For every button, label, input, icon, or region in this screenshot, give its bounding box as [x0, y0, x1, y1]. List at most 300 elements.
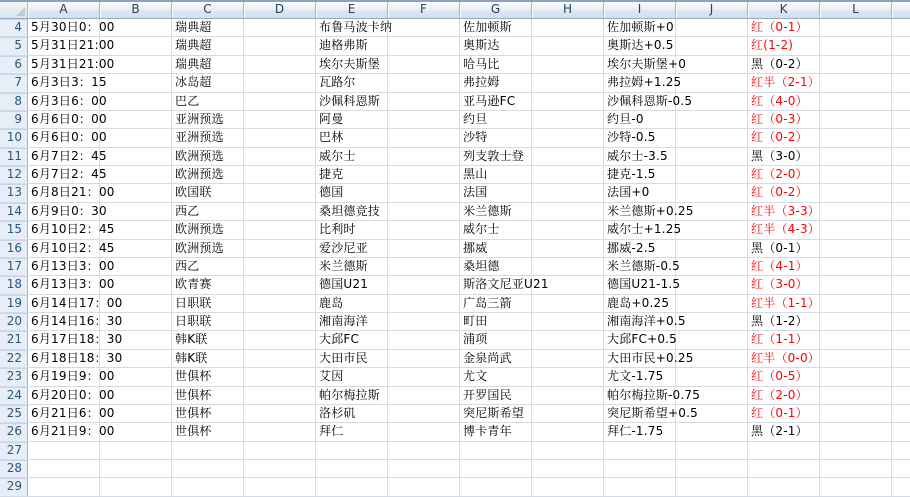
cell-h20[interactable]: [532, 313, 604, 330]
cell-e9[interactable]: [316, 111, 388, 128]
cell-l26[interactable]: [820, 423, 892, 440]
cell-e12[interactable]: [316, 166, 388, 183]
cell-m10-partial[interactable]: [892, 129, 910, 146]
cell-f19[interactable]: [388, 295, 460, 312]
cell-h28[interactable]: [532, 460, 604, 477]
cell-e10[interactable]: [316, 129, 388, 146]
cell-b10[interactable]: [100, 129, 172, 146]
cell-f16[interactable]: [388, 240, 460, 257]
cell-b8[interactable]: [100, 93, 172, 110]
cell-c11[interactable]: [172, 148, 244, 165]
cell-k14[interactable]: [748, 203, 820, 220]
cell-j7[interactable]: [676, 74, 748, 91]
cell-b7[interactable]: [100, 74, 172, 91]
cell-k25[interactable]: [748, 405, 820, 422]
row-header-11[interactable]: 11: [0, 148, 28, 165]
cell-j18[interactable]: [676, 276, 748, 293]
cell-k4[interactable]: [748, 19, 820, 36]
cell-j6[interactable]: [676, 56, 748, 73]
cell-m19-partial[interactable]: [892, 295, 910, 312]
cell-h11[interactable]: [532, 148, 604, 165]
cell-l27[interactable]: [820, 442, 892, 459]
cell-k10[interactable]: [748, 129, 820, 146]
cell-g22[interactable]: [460, 350, 532, 367]
cell-g20[interactable]: [460, 313, 532, 330]
column-header-l[interactable]: L: [820, 2, 892, 18]
cell-h21[interactable]: [532, 331, 604, 348]
row-header-21[interactable]: 21: [0, 331, 28, 348]
cell-m16-partial[interactable]: [892, 240, 910, 257]
cell-d17[interactable]: [244, 258, 316, 275]
row-header-6[interactable]: 6: [0, 56, 28, 73]
cell-a19[interactable]: [28, 295, 123, 312]
cell-c4[interactable]: [172, 19, 244, 36]
cell-m4-partial[interactable]: [892, 19, 910, 36]
cell-c12[interactable]: [172, 166, 244, 183]
cell-l18[interactable]: [820, 276, 892, 293]
cell-a7[interactable]: [28, 74, 107, 91]
cell-a26[interactable]: [28, 423, 115, 440]
cell-c9[interactable]: [172, 111, 244, 128]
cell-d28[interactable]: [244, 460, 316, 477]
cell-h23[interactable]: [532, 368, 604, 385]
cell-i8[interactable]: [604, 93, 693, 110]
cell-c23[interactable]: [172, 368, 244, 385]
cell-h13[interactable]: [532, 184, 604, 201]
cell-m12-partial[interactable]: [892, 166, 910, 183]
row-header-10[interactable]: 10: [0, 129, 28, 146]
cell-i14[interactable]: [604, 203, 694, 220]
cell-a11[interactable]: [28, 148, 107, 165]
cell-m11-partial[interactable]: [892, 148, 910, 165]
cell-i19[interactable]: [604, 295, 676, 312]
select-all-corner[interactable]: [0, 2, 28, 18]
cell-d5[interactable]: [244, 37, 316, 54]
cell-d12[interactable]: [244, 166, 316, 183]
cell-j10[interactable]: [676, 129, 748, 146]
cell-f17[interactable]: [388, 258, 460, 275]
row-header-9[interactable]: 9: [0, 111, 28, 128]
row-header-17[interactable]: 17: [0, 258, 28, 275]
cell-k12[interactable]: [748, 166, 820, 183]
cell-l12[interactable]: [820, 166, 892, 183]
cell-h17[interactable]: [532, 258, 604, 275]
cell-i7[interactable]: [604, 74, 682, 91]
row-header-25[interactable]: 25: [0, 405, 28, 422]
cell-e25[interactable]: [316, 405, 388, 422]
cell-d23[interactable]: [244, 368, 316, 385]
column-header-i[interactable]: I: [604, 2, 676, 18]
column-header-c[interactable]: C: [172, 2, 244, 18]
cell-c25[interactable]: [172, 405, 244, 422]
cell-d18[interactable]: [244, 276, 316, 293]
cell-a13[interactable]: [28, 184, 115, 201]
cell-f10[interactable]: [388, 129, 460, 146]
row-header-18[interactable]: 18: [0, 276, 28, 293]
cell-l23[interactable]: [820, 368, 892, 385]
column-header-partial-m[interactable]: [892, 2, 910, 18]
cell-l6[interactable]: [820, 56, 892, 73]
cell-f26[interactable]: [388, 423, 460, 440]
cell-e29[interactable]: [316, 478, 388, 495]
cell-i5[interactable]: [604, 37, 676, 54]
cell-m18-partial[interactable]: [892, 276, 910, 293]
cell-e5[interactable]: [316, 37, 388, 54]
cell-l5[interactable]: [820, 37, 892, 54]
cell-k22[interactable]: [748, 350, 820, 367]
cell-b14[interactable]: [100, 203, 172, 220]
cell-f21[interactable]: [388, 331, 460, 348]
cell-g7[interactable]: [460, 74, 532, 91]
cell-a16[interactable]: [28, 240, 115, 257]
cell-d25[interactable]: [244, 405, 316, 422]
cell-e7[interactable]: [316, 74, 388, 91]
cell-e15[interactable]: [316, 221, 388, 238]
cell-i9[interactable]: [604, 111, 676, 128]
cell-e21[interactable]: [316, 331, 388, 348]
cell-a10[interactable]: [28, 129, 107, 146]
cell-k20[interactable]: [748, 313, 820, 330]
cell-g15[interactable]: [460, 221, 532, 238]
cell-c22[interactable]: [172, 350, 244, 367]
cell-f13[interactable]: [388, 184, 460, 201]
cell-c10[interactable]: [172, 129, 244, 146]
cell-k27[interactable]: [748, 442, 820, 459]
cell-a9[interactable]: [28, 111, 107, 128]
cell-c14[interactable]: [172, 203, 244, 220]
cell-f24[interactable]: [388, 387, 460, 404]
cell-d21[interactable]: [244, 331, 316, 348]
cell-g5[interactable]: [460, 37, 532, 54]
cell-a15[interactable]: [28, 221, 115, 238]
cell-k7[interactable]: [748, 74, 820, 91]
cell-m27-partial[interactable]: [892, 442, 910, 459]
cell-m29-partial[interactable]: [892, 478, 910, 495]
cell-f7[interactable]: [388, 74, 460, 91]
cell-c21[interactable]: [172, 331, 244, 348]
cell-c6[interactable]: [172, 56, 244, 73]
cell-a14[interactable]: [28, 203, 107, 220]
cell-i16[interactable]: [604, 240, 676, 257]
cell-m5-partial[interactable]: [892, 37, 910, 54]
cell-a28[interactable]: [28, 460, 100, 477]
cell-k9[interactable]: [748, 111, 820, 128]
cell-k13[interactable]: [748, 184, 820, 201]
cell-e27[interactable]: [316, 442, 388, 459]
cell-a5[interactable]: [28, 37, 115, 54]
cell-e18[interactable]: [316, 276, 388, 293]
cell-f14[interactable]: [388, 203, 460, 220]
cell-j17[interactable]: [676, 258, 748, 275]
cell-e4[interactable]: [316, 19, 393, 36]
cell-c19[interactable]: [172, 295, 244, 312]
cell-c7[interactable]: [172, 74, 244, 91]
cell-j19[interactable]: [676, 295, 748, 312]
column-header-d[interactable]: D: [244, 2, 316, 18]
cell-d19[interactable]: [244, 295, 316, 312]
cell-h4[interactable]: [532, 19, 604, 36]
cell-c13[interactable]: [172, 184, 244, 201]
cell-d24[interactable]: [244, 387, 316, 404]
cell-g18[interactable]: [460, 276, 549, 293]
cell-g14[interactable]: [460, 203, 532, 220]
cell-a12[interactable]: [28, 166, 107, 183]
cell-i20[interactable]: [604, 313, 686, 330]
cell-g23[interactable]: [460, 368, 532, 385]
cell-e24[interactable]: [316, 387, 388, 404]
cell-l11[interactable]: [820, 148, 892, 165]
column-header-a[interactable]: A: [28, 2, 100, 18]
row-header-24[interactable]: 24: [0, 387, 28, 404]
cell-d14[interactable]: [244, 203, 316, 220]
cell-m7-partial[interactable]: [892, 74, 910, 91]
row-header-13[interactable]: 13: [0, 184, 28, 201]
cell-i4[interactable]: [604, 19, 676, 36]
cell-j20[interactable]: [676, 313, 748, 330]
cell-h8[interactable]: [532, 93, 604, 110]
row-header-4[interactable]: 4: [0, 19, 28, 36]
row-header-5[interactable]: 5: [0, 37, 28, 54]
cell-f23[interactable]: [388, 368, 460, 385]
column-header-b[interactable]: B: [100, 2, 172, 18]
cell-m15-partial[interactable]: [892, 221, 910, 238]
cell-k18[interactable]: [748, 276, 820, 293]
cell-d13[interactable]: [244, 184, 316, 201]
cell-e8[interactable]: [316, 93, 388, 110]
cell-h15[interactable]: [532, 221, 604, 238]
cell-g11[interactable]: [460, 148, 532, 165]
cell-k5[interactable]: [748, 37, 820, 54]
cell-m6-partial[interactable]: [892, 56, 910, 73]
cell-l9[interactable]: [820, 111, 892, 128]
cell-m20-partial[interactable]: [892, 313, 910, 330]
column-header-j[interactable]: J: [676, 2, 748, 18]
cell-j11[interactable]: [676, 148, 748, 165]
cell-j23[interactable]: [676, 368, 748, 385]
row-header-16[interactable]: 16: [0, 240, 28, 257]
cell-b11[interactable]: [100, 148, 172, 165]
cell-f27[interactable]: [388, 442, 460, 459]
cell-a27[interactable]: [28, 442, 100, 459]
cell-l17[interactable]: [820, 258, 892, 275]
cell-e17[interactable]: [316, 258, 388, 275]
cell-m14-partial[interactable]: [892, 203, 910, 220]
cell-f11[interactable]: [388, 148, 460, 165]
cell-h6[interactable]: [532, 56, 604, 73]
column-header-f[interactable]: F: [388, 2, 460, 18]
cell-g25[interactable]: [460, 405, 532, 422]
row-header-15[interactable]: 15: [0, 221, 28, 238]
cell-c5[interactable]: [172, 37, 244, 54]
cell-b12[interactable]: [100, 166, 172, 183]
cell-g27[interactable]: [460, 442, 532, 459]
cell-c28[interactable]: [172, 460, 244, 477]
column-header-e[interactable]: E: [316, 2, 388, 18]
cell-d11[interactable]: [244, 148, 316, 165]
cell-l24[interactable]: [820, 387, 892, 404]
cell-j9[interactable]: [676, 111, 748, 128]
cell-m21-partial[interactable]: [892, 331, 910, 348]
cell-h25[interactable]: [532, 405, 604, 422]
cell-f15[interactable]: [388, 221, 460, 238]
cell-k23[interactable]: [748, 368, 820, 385]
cell-f6[interactable]: [388, 56, 460, 73]
cell-f8[interactable]: [388, 93, 460, 110]
cell-j4[interactable]: [676, 19, 748, 36]
cell-g24[interactable]: [460, 387, 532, 404]
cell-d27[interactable]: [244, 442, 316, 459]
cell-d10[interactable]: [244, 129, 316, 146]
cell-d20[interactable]: [244, 313, 316, 330]
cell-m24-partial[interactable]: [892, 387, 910, 404]
cell-j13[interactable]: [676, 184, 748, 201]
cell-h26[interactable]: [532, 423, 604, 440]
cell-l14[interactable]: [820, 203, 892, 220]
cell-i6[interactable]: [604, 56, 687, 73]
cell-f25[interactable]: [388, 405, 460, 422]
cell-i13[interactable]: [604, 184, 676, 201]
cell-j5[interactable]: [676, 37, 748, 54]
cell-g17[interactable]: [460, 258, 532, 275]
cell-f12[interactable]: [388, 166, 460, 183]
row-header-20[interactable]: 20: [0, 313, 28, 330]
cell-f5[interactable]: [388, 37, 460, 54]
cell-h24[interactable]: [532, 387, 604, 404]
cell-g8[interactable]: [460, 93, 532, 110]
row-header-8[interactable]: 8: [0, 93, 28, 110]
cell-i17[interactable]: [604, 258, 681, 275]
cell-f9[interactable]: [388, 111, 460, 128]
cell-h29[interactable]: [532, 478, 604, 495]
cell-l19[interactable]: [820, 295, 892, 312]
cell-f29[interactable]: [388, 478, 460, 495]
cell-a29[interactable]: [28, 478, 100, 495]
cell-e22[interactable]: [316, 350, 388, 367]
cell-l16[interactable]: [820, 240, 892, 257]
cell-j16[interactable]: [676, 240, 748, 257]
cell-m26-partial[interactable]: [892, 423, 910, 440]
cell-g9[interactable]: [460, 111, 532, 128]
cell-h22[interactable]: [532, 350, 604, 367]
cell-k19[interactable]: [748, 295, 820, 312]
cell-k15[interactable]: [748, 221, 820, 238]
cell-i25[interactable]: [604, 405, 698, 422]
cell-h5[interactable]: [532, 37, 604, 54]
row-header-7[interactable]: 7: [0, 74, 28, 91]
cell-d6[interactable]: [244, 56, 316, 73]
cell-g28[interactable]: [460, 460, 532, 477]
cell-h19[interactable]: [532, 295, 604, 312]
cell-a8[interactable]: [28, 93, 107, 110]
cell-i23[interactable]: [604, 368, 676, 385]
cell-f28[interactable]: [388, 460, 460, 477]
cell-k26[interactable]: [748, 423, 820, 440]
row-header-22[interactable]: 22: [0, 350, 28, 367]
cell-g19[interactable]: [460, 295, 532, 312]
cell-g16[interactable]: [460, 240, 532, 257]
cell-a25[interactable]: [28, 405, 115, 422]
cell-d15[interactable]: [244, 221, 316, 238]
cell-k24[interactable]: [748, 387, 820, 404]
cell-e26[interactable]: [316, 423, 388, 440]
cell-e13[interactable]: [316, 184, 388, 201]
cell-c27[interactable]: [172, 442, 244, 459]
cell-h27[interactable]: [532, 442, 604, 459]
cell-e14[interactable]: [316, 203, 388, 220]
cell-g13[interactable]: [460, 184, 532, 201]
cell-c20[interactable]: [172, 313, 244, 330]
cell-i12[interactable]: [604, 166, 676, 183]
row-header-12[interactable]: 12: [0, 166, 28, 183]
cell-b29[interactable]: [100, 478, 172, 495]
cell-g4[interactable]: [460, 19, 532, 36]
cell-a22[interactable]: [28, 350, 123, 367]
cell-l29[interactable]: [820, 478, 892, 495]
cell-g21[interactable]: [460, 331, 532, 348]
cell-c24[interactable]: [172, 387, 244, 404]
cell-b27[interactable]: [100, 442, 172, 459]
cell-i28[interactable]: [604, 460, 676, 477]
cell-l7[interactable]: [820, 74, 892, 91]
cell-l4[interactable]: [820, 19, 892, 36]
cell-b28[interactable]: [100, 460, 172, 477]
cell-m25-partial[interactable]: [892, 405, 910, 422]
cell-h14[interactable]: [532, 203, 604, 220]
cell-h9[interactable]: [532, 111, 604, 128]
cell-a4[interactable]: [28, 19, 115, 36]
row-header-26[interactable]: 26: [0, 423, 28, 440]
cell-c18[interactable]: [172, 276, 244, 293]
cell-l10[interactable]: [820, 129, 892, 146]
cell-d26[interactable]: [244, 423, 316, 440]
cell-l20[interactable]: [820, 313, 892, 330]
cell-h10[interactable]: [532, 129, 604, 146]
cell-k28[interactable]: [748, 460, 820, 477]
cell-f4[interactable]: [388, 19, 460, 36]
row-header-29[interactable]: 29: [0, 478, 28, 495]
cell-e20[interactable]: [316, 313, 388, 330]
cell-d8[interactable]: [244, 93, 316, 110]
cell-d22[interactable]: [244, 350, 316, 367]
column-header-g[interactable]: G: [460, 2, 532, 18]
cell-g26[interactable]: [460, 423, 532, 440]
cell-j21[interactable]: [676, 331, 748, 348]
cell-k16[interactable]: [748, 240, 820, 257]
cell-i27[interactable]: [604, 442, 676, 459]
cell-i21[interactable]: [604, 331, 676, 348]
cell-m28-partial[interactable]: [892, 460, 910, 477]
cell-e16[interactable]: [316, 240, 388, 257]
cell-e11[interactable]: [316, 148, 388, 165]
cell-a20[interactable]: [28, 313, 123, 330]
row-header-19[interactable]: 19: [0, 295, 28, 312]
row-header-28[interactable]: 28: [0, 460, 28, 477]
cell-m13-partial[interactable]: [892, 184, 910, 201]
cell-k21[interactable]: [748, 331, 820, 348]
cell-h16[interactable]: [532, 240, 604, 257]
cell-l8[interactable]: [820, 93, 892, 110]
cell-i26[interactable]: [604, 423, 676, 440]
cell-d29[interactable]: [244, 478, 316, 495]
cell-d7[interactable]: [244, 74, 316, 91]
cell-f22[interactable]: [388, 350, 460, 367]
cell-c26[interactable]: [172, 423, 244, 440]
cell-i22[interactable]: [604, 350, 694, 367]
cell-f20[interactable]: [388, 313, 460, 330]
cell-l28[interactable]: [820, 460, 892, 477]
cell-c15[interactable]: [172, 221, 244, 238]
cell-g6[interactable]: [460, 56, 532, 73]
